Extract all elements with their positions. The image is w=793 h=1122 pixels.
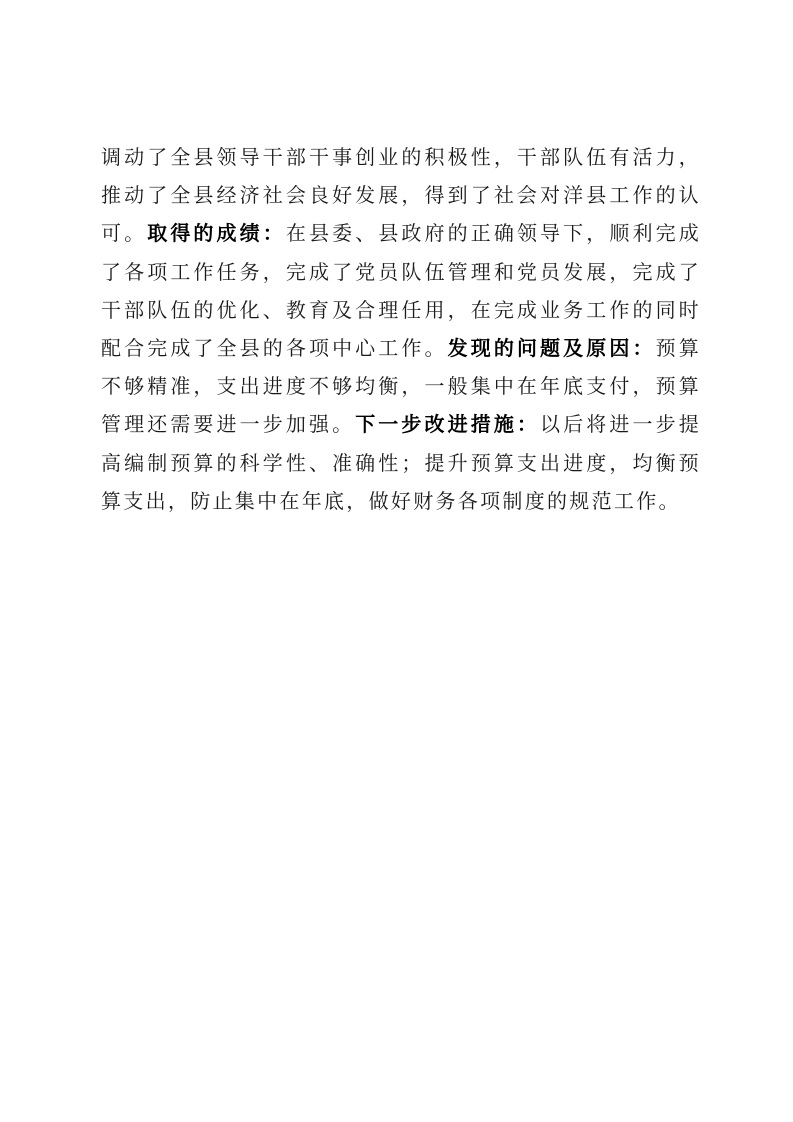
improvements-text: 以后将进一步提高编制预算的科学性、准确性；提升预算支出进度，均衡预算支出，防止集中在年底，做好财务各项制度的规范工作。 [101,412,701,513]
improvements-heading: 下一步改进措施： [355,412,541,437]
intro-text: 调动了全县领导干部干事创业的积极性，干部队伍有活力，推动了全县经济社会良好发展，得到了社会对洋县工作的认可。 [101,145,701,246]
problems-heading: 发现的问题及原因： [447,336,656,361]
achievements-text: 在县委、县政府的正确领导下，顺利完成了各项工作任务，完成了党员队伍管理和党员发展，完成了干部队伍的优化、教育及合理任用，在完成业务工作的同时配合完成了全县的各项中心工作。 [101,221,701,361]
body-paragraph [101,138,701,520]
achievements-heading: 取得的成绩： [147,221,286,246]
problems-text: 预算不够精准，支出进度不够均衡，一般集中在年底支付，预算管理还需要进一步加强。 [101,336,702,437]
